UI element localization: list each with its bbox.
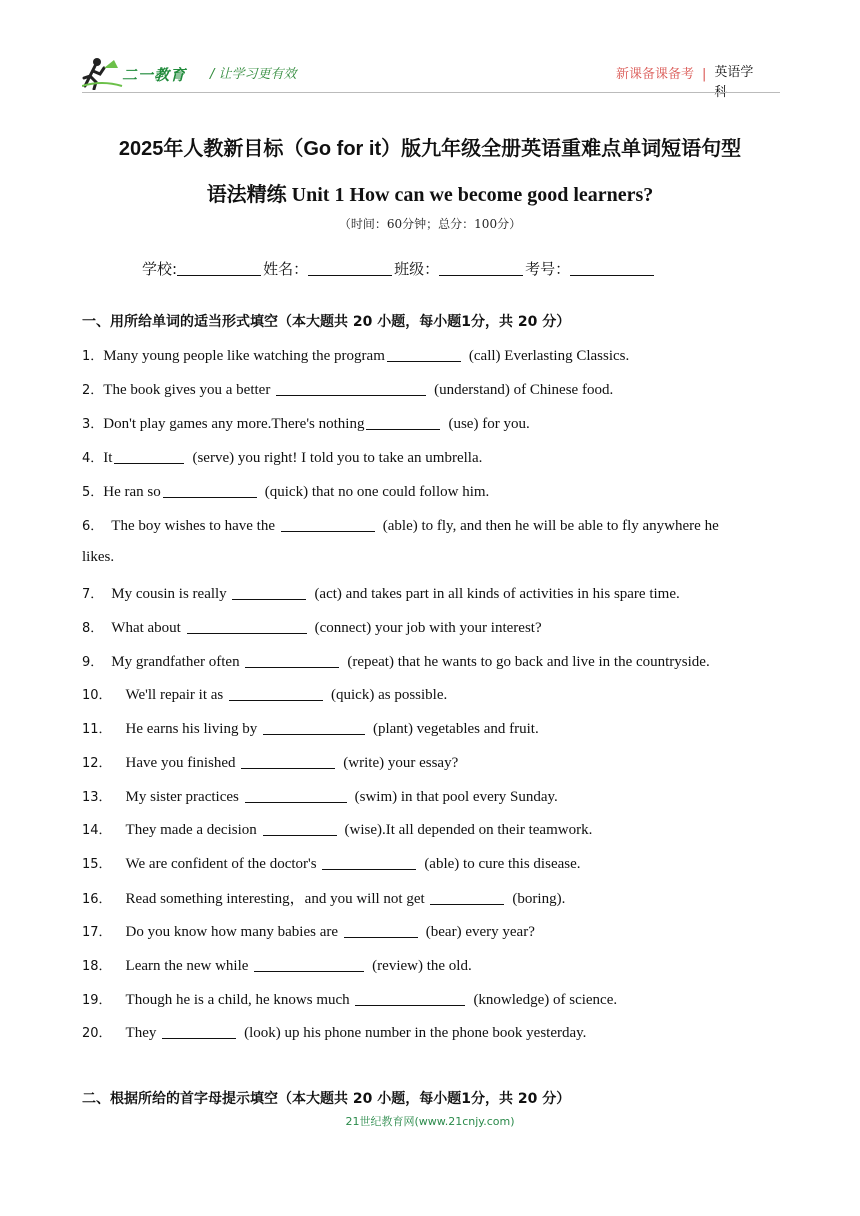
question-item — [82, 921, 535, 941]
question-text-before: He earns his living by — [125, 721, 261, 737]
answer-blank[interactable] — [254, 957, 364, 972]
answer-blank[interactable] — [366, 415, 440, 430]
question-number: 9． — [82, 655, 104, 670]
exam-number-input[interactable] — [570, 261, 654, 276]
question-number: 3． — [82, 417, 104, 432]
student-fields — [142, 258, 656, 279]
question-item — [82, 718, 539, 738]
question-item — [82, 955, 472, 975]
question-number: 19． — [82, 993, 112, 1008]
answer-blank[interactable] — [430, 890, 504, 905]
question-item — [82, 819, 592, 839]
question-text-after: (quick) that no one could follow him. — [264, 484, 490, 500]
question-item — [82, 752, 458, 772]
question-text-after: (repeat) that he wants to go back and live in the countryside. — [347, 654, 710, 670]
question-number: 16． — [82, 892, 112, 907]
question-number: 14． — [82, 823, 112, 838]
answer-blank[interactable] — [163, 483, 257, 498]
question-text-after: (wise).It all depended on their teamwork. — [344, 822, 593, 838]
answer-blank[interactable] — [162, 1024, 236, 1039]
question-text-before: He ran so — [103, 484, 161, 500]
header-tag: 新课备课备考 — [616, 67, 695, 82]
question-text-before: My sister practices — [125, 789, 243, 805]
answer-blank[interactable] — [232, 585, 306, 600]
question-text-before: My grandfather often — [111, 654, 244, 670]
question-text-after: (knowledge) of science. — [473, 992, 618, 1008]
question-item — [82, 989, 617, 1009]
question-number: 4． — [82, 451, 104, 466]
question-text-after: (look) up his phone number in the phone book yesterday. — [244, 1025, 587, 1041]
slogan: / 让学习更有效 — [210, 67, 297, 82]
answer-blank[interactable] — [276, 381, 426, 396]
exam-number-label: 考号： — [525, 260, 571, 278]
question-text-after: (able) to cure this disease. — [424, 856, 581, 872]
answer-blank[interactable] — [322, 855, 416, 870]
question-text-after: (boring). — [512, 891, 566, 907]
question-number: 10． — [82, 688, 112, 703]
question-text-before: They — [125, 1025, 161, 1041]
question-item — [82, 617, 542, 637]
question-text-before: They made a decision — [125, 822, 261, 838]
class-label: 班级： — [394, 260, 440, 278]
question-number: 17． — [82, 925, 112, 940]
question-number: 11． — [82, 722, 112, 737]
question-number: 13． — [82, 790, 112, 805]
question-item — [82, 413, 530, 433]
question-number: 2． — [82, 383, 104, 398]
question-item — [82, 853, 581, 873]
question-text-after: (review) the old. — [372, 958, 472, 974]
section-1-heading: 一、用所给单词的适当形式填空（本大题共 20 小题，每小题1分，共 20 分） — [82, 314, 571, 330]
answer-blank[interactable] — [245, 653, 339, 668]
question-text-after: (able) to fly, and then he will be able to fly anywhere he — [382, 518, 719, 534]
answer-blank[interactable] — [114, 449, 184, 464]
answer-blank[interactable] — [387, 347, 461, 362]
answer-blank[interactable] — [187, 619, 307, 634]
question-item — [82, 345, 629, 365]
question-item — [82, 786, 558, 806]
question-text-before: The boy wishes to have the — [111, 518, 279, 534]
question-number: 6． — [82, 519, 104, 534]
question-text-before: Many young people like watching the program — [103, 348, 385, 364]
question-number: 12． — [82, 756, 112, 771]
question-text-before: Though he is a child, he knows much — [125, 992, 354, 1008]
footer: 21世纪教育网(www.21cnjy.com) — [345, 1115, 515, 1128]
header-subject: 英语学科 — [714, 65, 754, 100]
question-text-before: Have you finished — [125, 755, 240, 771]
question-number: 1． — [82, 349, 104, 364]
question-text-before: Do you know how many babies are — [125, 924, 342, 940]
logo-text: 二一教育 — [122, 66, 187, 84]
page-header — [0, 0, 860, 104]
question-number: 5． — [82, 485, 104, 500]
answer-blank[interactable] — [241, 754, 335, 769]
question-item — [82, 1022, 586, 1042]
question-text-after: (connect) your job with your interest? — [314, 620, 542, 636]
question-text-before: My cousin is really — [111, 586, 231, 602]
question-text-before: It — [103, 450, 113, 466]
question-number: 20． — [82, 1026, 112, 1041]
question-text-before: Read something interesting，and you will not get — [125, 891, 429, 907]
class-input[interactable] — [439, 261, 523, 276]
name-label: 姓名： — [263, 260, 309, 278]
question-text-after: (use) for you. — [448, 416, 530, 432]
question-item — [82, 447, 482, 467]
question-text-after: (plant) vegetables and fruit. — [372, 721, 539, 737]
question-text-after: (serve) you right! I told you to take an umbrella. — [192, 450, 483, 466]
school-label: 学校: — [142, 260, 178, 278]
school-input[interactable] — [177, 261, 261, 276]
question-item — [82, 583, 680, 603]
answer-blank[interactable] — [281, 517, 375, 532]
answer-blank[interactable] — [229, 686, 323, 701]
page-title: 2025年人教新目标（Go for it）版九年级全册英语重难点单词短语句型 — [118, 138, 742, 160]
answer-blank[interactable] — [355, 991, 465, 1006]
question-text-before: We are confident of the doctor's — [125, 856, 321, 872]
question-text-before: Learn the new while — [125, 958, 253, 974]
answer-blank[interactable] — [245, 788, 347, 803]
header-rule — [82, 92, 780, 93]
question-number: 7． — [82, 587, 104, 602]
question-text-after: (understand) of Chinese food. — [434, 382, 614, 398]
question-item — [82, 684, 447, 704]
question-text-after: (write) your essay? — [343, 755, 459, 771]
answer-blank[interactable] — [263, 821, 337, 836]
question-text-before: What about — [111, 620, 185, 636]
question-text-before: Don't play games any more.There's nothing — [103, 416, 365, 432]
question-item — [82, 651, 710, 671]
question-number: 15． — [82, 857, 112, 872]
question-number: 18． — [82, 959, 112, 974]
header-right — [616, 63, 760, 103]
question-text-after: (quick) as possible. — [331, 687, 448, 703]
header-separator: | — [702, 67, 707, 82]
question-text-after: (bear) every year? — [425, 924, 535, 940]
question-item — [82, 515, 719, 535]
section-2-heading: 二、根据所给的首字母提示填空（本大题共 20 小题，每小题1分，共 20 分） — [82, 1091, 571, 1107]
question-text-after: (act) and takes part in all kinds of activities in his spare time. — [314, 586, 680, 602]
exam-info: （时间：60分钟；总分：100分） — [338, 217, 522, 231]
answer-blank[interactable] — [344, 923, 418, 938]
question-item — [82, 481, 489, 501]
question-item — [82, 887, 565, 908]
question-text-after: (swim) in that pool every Sunday. — [354, 789, 558, 805]
question-text-before: We'll repair it as — [125, 687, 228, 703]
name-input[interactable] — [308, 261, 392, 276]
question-continuation: likes. — [82, 549, 115, 565]
page-subtitle: 语法精练 Unit 1 How can we become good learners? — [206, 184, 654, 206]
question-text-before: The book gives you a better — [103, 382, 275, 398]
question-item — [82, 379, 613, 399]
question-number: 8． — [82, 621, 104, 636]
question-text-after: (call) Everlasting Classics. — [468, 348, 630, 364]
answer-blank[interactable] — [263, 720, 365, 735]
